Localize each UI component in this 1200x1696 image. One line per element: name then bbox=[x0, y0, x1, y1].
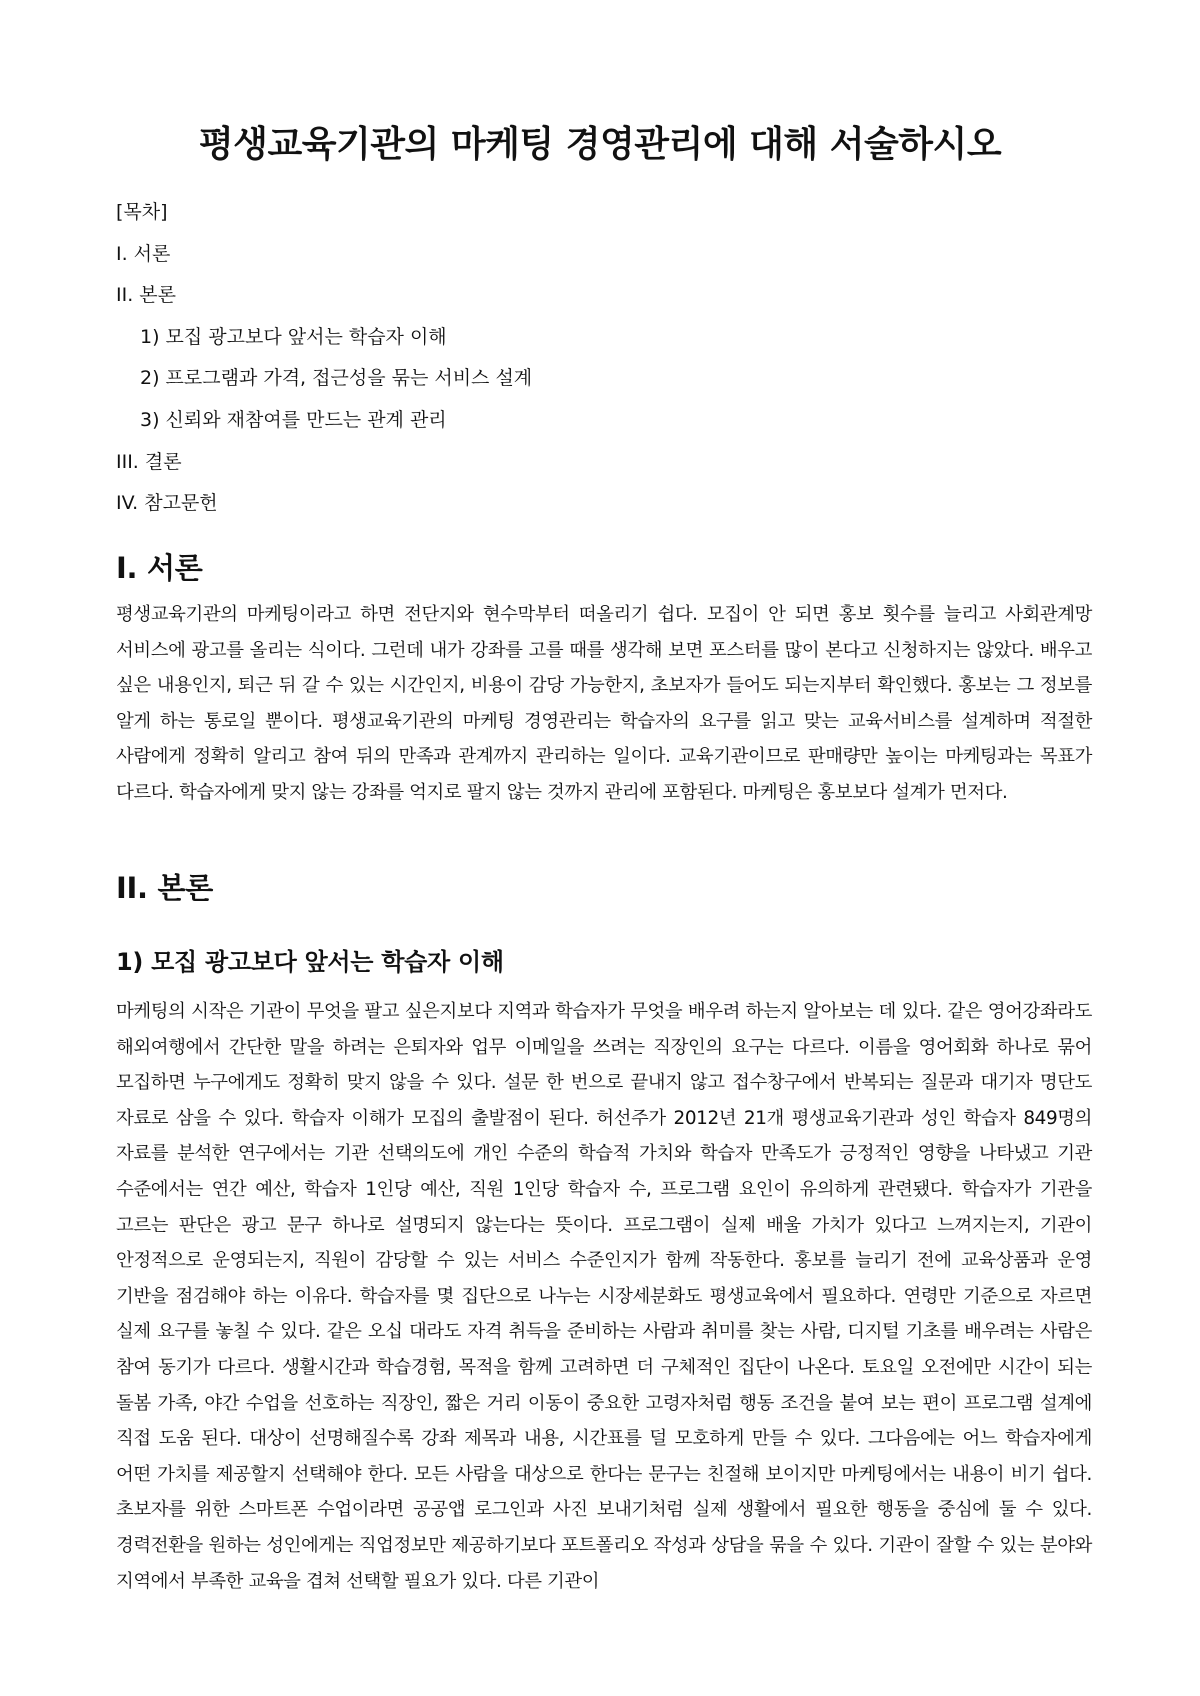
subsection-heading-1: 1) 모집 광고보다 앞서는 학습자 이해 bbox=[116, 948, 504, 976]
document-title: 평생교육기관의 마케팅 경영관리에 대해 서술하시오 bbox=[198, 124, 1002, 165]
subsection-1-paragraph: 마케팅의 시작은 기관이 무엇을 팔고 싶은지보다 지역과 학습자가 무엇을 배우려 하는지 알아보는 데 있다. 같은 영어강좌라도 해외여행에서 간단한 말을 하려는 은퇴자와 업무 이메일을 쓰려는 직장인의 요구는 다르다. 이름을 영어회화 하나로 묶어 모집하면 누구에게도 정확히 맞지 않을 수 있다. 설문 한 번으로 끝내지 않고 접수창구에서 반복되는 질문과 대기자 명단도 자료로 삼을 수 있다. 학습자 이해가 모집의 출발점이 된다. 허선주가 2012년 21개 평생교육기관과 성인 학습자 849명의 자료를 분석한 연구에서는 기관 선택의도에 개인 수준의 학습적 가치와 학습자 만족도가 긍정적인 영향을 나타냈고 기관 수준에서는 연간 예산, 학습자 1인당 예산, 직원 1인당 학습자 수, 프로그램 요인이 유의하게 관련됐다. 학습자가 기관을 고르는 판단은 광고 문구 하나로 설명되지 않는다는 뜻이다. 프로그램이 실제 배울 가치가 있다고 느껴지는지, 기관이 안정적으로 운영되는지, 직원이 감당할 수 있는 서비스 수준인지가 함께 작동한다. 홍보를 늘리기 전에 교육상품과 운영 기반을 점검해야 하는 이유다. 학습자를 몇 집단으로 나누는 시장세분화도 평생교육에서 필요하다. 연령만 기준으로 자르면 실제 요구를 놓칠 수 있다. 같은 오십 대라도 자격 취득을 준비하는 사람과 취미를 찾는 사람, 디지털 기초를 배우려는 사람은 참여 동기가 다르다. 생활시간과 학습경험, 목적을 함께 고려하면 더 구체적인 집단이 나온다. 토요일 오전에만 시간이 되는 돌봄 가족, 야간 수업을 선호하는 직장인, 짧은 거리 이동이 중요한 고령자처럼 행동 조건을 붙여 보는 편이 프로그램 설계에 직접 도움 된다. 대상이 선명해질수록 강좌 제목과 내용, 시간표를 덜 모호하게 만들 수 있다. 그다음에는 어느 학습자에게 어떤 가치를 제공할지 선택해야 한다. 모든 사람을 대상으로 한다는 문구는 친절해 보이지만 마케팅에서는 내용이 비기 쉽다. 초보자를 위한 스마트폰 수업이라면 공공앱 로그인과 사진 보내기처럼 실제 생활에서 필요한 행동을 중심에 둘 수 있다. 경력전환을 원하는 성인에게는 직업정보만 제공하기보다 포트폴리오 작성과 상담을 묶을 수 있다. 기관이 잘할 수 있는 분야와 지역에서 부족한 교육을 겹쳐 선택할 필요가 있다. 다른 기관이 bbox=[116, 1001, 1092, 1592]
toc-item-references: IV. 참고문헌 bbox=[116, 492, 218, 515]
toc-item-body: II. 본론 bbox=[116, 284, 176, 307]
section-heading-intro: I. 서론 bbox=[116, 551, 203, 585]
toc-item-intro: I. 서론 bbox=[116, 242, 171, 265]
toc-item-body-1: 1) 모집 광고보다 앞서는 학습자 이해 bbox=[140, 325, 447, 348]
section-heading-body: II. 본론 bbox=[116, 871, 213, 905]
toc-item-body-3: 3) 신뢰와 재참여를 만드는 관계 관리 bbox=[140, 408, 447, 431]
toc-item-body-2: 2) 프로그램과 가격, 접근성을 묶는 서비스 설계 bbox=[140, 367, 533, 390]
toc-heading: [목차] bbox=[116, 201, 168, 223]
toc-item-conclusion: III. 결론 bbox=[116, 450, 182, 473]
table-of-contents bbox=[116, 192, 1096, 525]
intro-paragraph: 평생교육기관의 마케팅이라고 하면 전단지와 현수막부터 떠올리기 쉽다. 모집이 안 되면 홍보 횟수를 늘리고 사회관계망 서비스에 광고를 올리는 식이다. 그런데 내가 강좌를 고를 때를 생각해 보면 포스터를 많이 본다고 신청하지는 않았다. 배우고 싶은 내용인지, 퇴근 뒤 갈 수 있는 시간인지, 비용이 감당 가능한지, 초보자가 들어도 되는지부터 확인했다. 홍보는 그 정보를 알게 하는 통로일 뿐이다. 평생교육기관의 마케팅 경영관리는 학습자의 요구를 읽고 맞는 교육서비스를 설계하며 적절한 사람에게 정확히 알리고 참여 뒤의 만족과 관계까지 관리하는 일이다. 교육기관이므로 판매량만 높이는 마케팅과는 목표가 다르다. 학습자에게 맞지 않는 강좌를 억지로 팔지 않는 것까지 관리에 포함된다. 마케팅은 홍보보다 설계가 먼저다. bbox=[116, 604, 1092, 803]
